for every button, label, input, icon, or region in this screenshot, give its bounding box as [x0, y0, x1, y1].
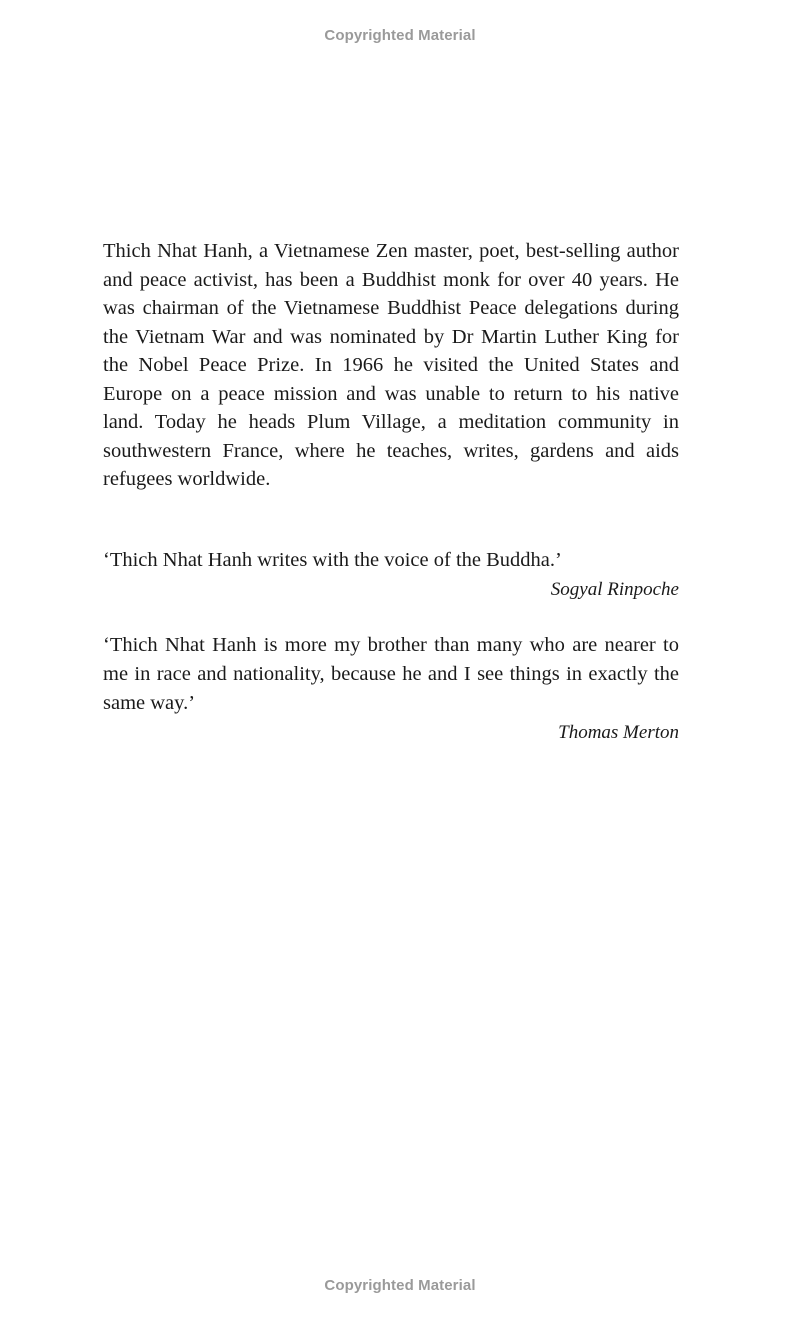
- author-biography: Thich Nhat Hanh, a Vietnamese Zen master, poet, best-selling author and peace activist, has been a Buddhist monk for over 40 years. He was chairman of the Vietnamese Buddhist Peace delegations during the Vietnam War and was nominated by Dr Martin Luther King for the Nobel Peace Prize. In 1966 he visited the United States and Europe on a peace mission and was unable to return to his native land. Today he heads Plum Village, a meditation community in southwestern France, where he teaches, writes, gardens and aids refugees worldwide.: [103, 240, 679, 490]
- testimonial-quote: [103, 546, 679, 605]
- testimonial-quote: [103, 631, 679, 748]
- quote-text: ‘Thich Nhat Hanh writes with the voice of the Buddha.’: [103, 548, 562, 571]
- quote-attribution: Thomas Merton: [558, 721, 679, 743]
- quote-attribution: Sogyal Rinpoche: [550, 578, 679, 600]
- copyright-watermark-bottom: Copyrighted Material: [324, 1277, 476, 1294]
- page-content: [103, 237, 679, 748]
- copyright-watermark-top: Copyrighted Material: [324, 27, 476, 44]
- quote-text: ‘Thich Nhat Hanh is more my brother than many who are nearer to me in race and nationality, because he and I see things in exactly the same way.’: [103, 633, 679, 714]
